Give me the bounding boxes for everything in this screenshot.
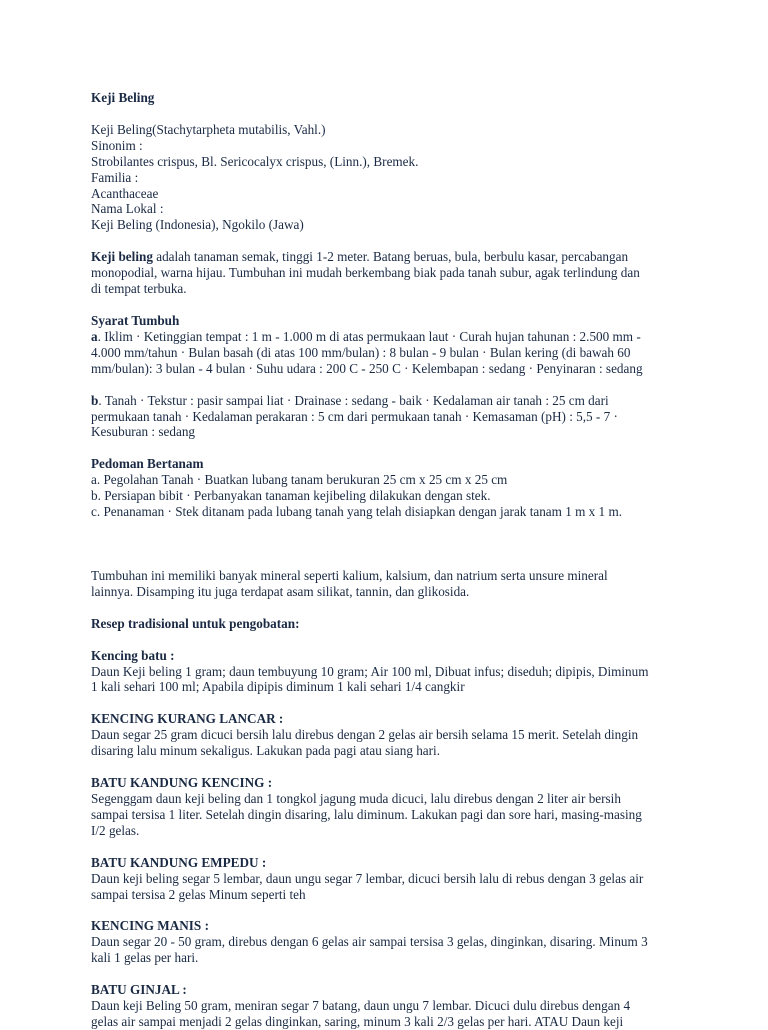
item-label: a	[91, 328, 98, 344]
recipe-kencing-manis	[91, 918, 691, 966]
description-line: di tempat terbuka.	[91, 281, 187, 297]
item-label: b	[91, 392, 99, 408]
pedoman-line: c. Penanaman · Stek ditanam pada lubang tanah yang telah disiapkan dengan jarak tanam 1 m x 1 m.	[91, 504, 622, 520]
recipe-line: disaring lalu minum sekaligus. Lakukan pada pagi atau siang hari.	[91, 743, 441, 759]
recipe-batu-ginjal	[91, 982, 691, 1030]
recipe-heading: BATU KANDUNG EMPEDU :	[91, 854, 267, 870]
description-lead: Keji beling	[91, 249, 153, 265]
pedoman-line: a. Pegolahan Tanah · Buatkan lubang tanam berukuran 25 cm x 25 cm x 25 cm	[91, 472, 508, 488]
info-line: Nama Lokal :	[91, 201, 164, 217]
info-line: Keji Beling(Stachytarpheta mutabilis, Vahl.)	[91, 121, 326, 137]
syarat-line: permukaan tanah · Kedalaman perakaran : 5 cm dari permukaan tanah · Kemasaman (pH) : 5,5 - 7 ·	[91, 408, 618, 424]
recipe-line: Daun segar 25 gram dicuci bersih lalu direbus dengan 2 gelas air bersih selama 15 merit. Setelah dingin	[91, 727, 639, 743]
syarat-line: . Iklim · Ketinggian tempat : 1 m - 1.000 m di atas permukaan laut · Curah hujan tahunan : 2.500 mm -	[97, 328, 641, 344]
info-line: Familia :	[91, 169, 139, 185]
mineral-paragraph	[91, 568, 691, 600]
recipe-line: Daun segar 20 - 50 gram, direbus dengan 6 gelas air sampai tersisa 3 gelas, dinginkan, disaring. Minum 3	[91, 934, 648, 950]
syarat-tumbuh-section	[91, 313, 691, 440]
recipe-heading: BATU GINJAL :	[91, 982, 187, 998]
syarat-line: 4.000 mm/tahun · Bulan basah (di atas 100 mm/bulan) : 8 bulan - 9 bulan · Bulan kering (di bawah 60	[91, 344, 631, 360]
recipe-line: Daun keji beling segar 5 lembar, daun ungu segar 7 lembar, dicuci bersih lalu di rebus dengan 3 gelas air	[91, 870, 644, 886]
syarat-line: mm/bulan): 3 bulan - 4 bulan · Suhu udara : 200 C - 250 C · Kelembapan : sedang · Penyinaran : sedang	[91, 360, 643, 376]
recipe-line: Segenggam daun keji beling dan 1 tongkol jagung muda dicuci, lalu direbus dengan 2 liter air bersih	[91, 791, 621, 806]
recipe-line: kali 1 gelas per hari.	[91, 950, 199, 966]
recipe-line: 1 kali sehari 100 ml; Apabila dipipis diminum 1 kali sehari 1/4 cangkir	[91, 679, 465, 695]
recipe-heading: KENCING MANIS :	[91, 918, 209, 934]
pedoman-line: b. Persiapan bibit · Perbanyakan tanaman kejibeling dilakukan dengan stek.	[91, 488, 491, 504]
description-paragraph	[91, 249, 691, 297]
plant-info	[91, 122, 691, 233]
syarat-line: Kesuburan : sedang	[91, 424, 196, 440]
recipe-kencing-kurang-lancar	[91, 711, 691, 759]
recipe-heading: Kencing batu :	[91, 647, 175, 663]
info-line: Sinonim :	[91, 137, 143, 153]
recipe-line: Daun keji Beling 50 gram, meniran segar 7 batang, daun ungu 7 lembar. Dicuci dulu direbus dengan 4	[91, 998, 631, 1014]
description-line: adalah tanaman semak, tinggi 1-2 meter. Batang beruas, bula, berbulu kasar, percabangan	[152, 249, 629, 265]
syarat-line: . Tanah · Tekstur : pasir sampai liat · Drainase : sedang - baik · Kedalaman air tanah : 25 cm dari	[98, 392, 609, 408]
document-page	[91, 90, 691, 1030]
description-line: monopodial, warna hijau. Tumbuhan ini mudah berkembang biak pada tanah subur, agak terlindung dan	[91, 265, 640, 281]
section-heading: Syarat Tumbuh	[91, 312, 180, 328]
recipe-line: gelas air sampai menjadi 2 gelas dinginkan, saring, minum 3 kali 2/3 gelas per hari. ATAU Daun keji	[91, 1013, 624, 1029]
recipe-heading: BATU KANDUNG KENCING :	[91, 775, 273, 791]
recipe-line: Daun Keji beling 1 gram; daun tembuyung 10 gram; Air 100 ml, Dibuat infus; diseduh; dipipis, Diminum	[91, 663, 649, 679]
recipe-heading: KENCING KURANG LANCAR :	[91, 711, 284, 727]
recipe-line: sampai tersisa 2 gelas Minum seperti teh	[91, 886, 306, 902]
mineral-line: lainnya. Disamping itu juga terdapat asam silikat, tannin, dan glikosida.	[91, 583, 470, 599]
recipe-line: I/2 gelas.	[91, 822, 140, 838]
recipe-line: sampai tersisa 1 liter. Setelah dingin disaring, lalu diminum. Lakukan pagi dan sore hari, masing-masing	[91, 806, 642, 822]
pedoman-bertanam-section	[91, 456, 691, 520]
recipe-batu-kandung-empedu	[91, 855, 691, 903]
section-heading: Pedoman Bertanam	[91, 456, 204, 472]
resep-heading: Resep tradisional untuk pengobatan:	[91, 615, 300, 631]
info-line: Keji Beling (Indonesia), Ngokilo (Jawa)	[91, 217, 304, 233]
document-title: Keji Beling	[91, 90, 155, 105]
recipe-kencing-batu	[91, 648, 691, 696]
recipe-batu-kandung-kencing	[91, 775, 691, 839]
info-line: Strobilantes crispus, Bl. Sericocalyx crispus, (Linn.), Bremek.	[91, 153, 419, 169]
info-line: Acanthaceae	[91, 185, 159, 201]
mineral-line: Tumbuhan ini memiliki banyak mineral seperti kalium, kalsium, dan natrium serta unsure mineral	[91, 567, 608, 583]
